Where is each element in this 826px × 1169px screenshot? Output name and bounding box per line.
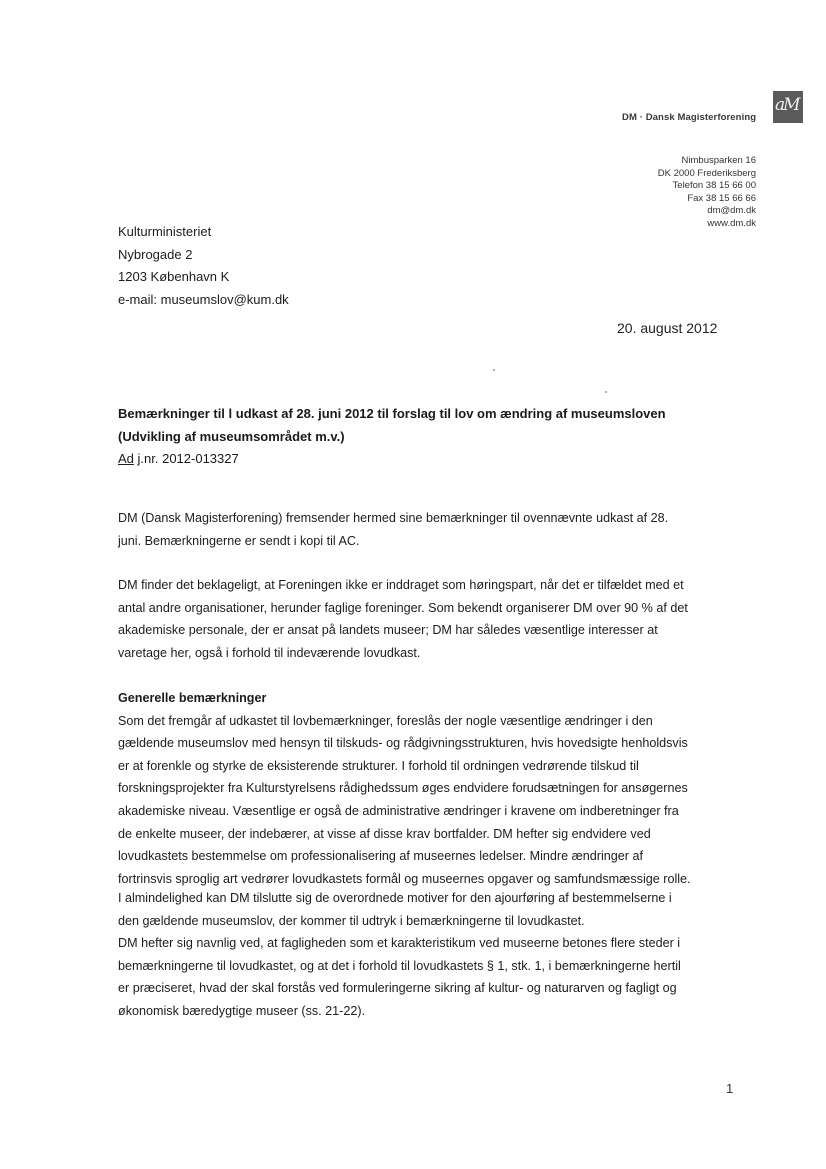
sender-address [658,155,756,230]
letter-date: 20. august 2012 [617,320,718,336]
organization-name: DM · Dansk Magisterforening [622,112,757,123]
text-line: DM (Dansk Magisterforening) fremsender hermed sine bemærkninger til ovennævnte udkast af 28. [118,511,669,525]
text-line: DM finder det beklageligt, at Foreningen ikke er inddraget som høringspart, når det er tilfældet med et [118,578,684,592]
final-paragraph [118,887,738,1023]
recipient-city: 1203 København K [118,269,230,284]
general-remarks-section [118,687,738,890]
scan-speck [493,369,495,371]
text-line: akademiske niveau. Væsentlige er også de administrative ændringer i kravene om indberetninger fra [118,803,679,818]
text-line: I almindelighed kan DM tilslutte sig de overordnede motiver for den ajourføring af bestemmelserne i [118,891,672,905]
text-line: forskningsprojekter fra Kulturstyrelsens rådighedssum øges endvidere forudsætningen for ansøgernes [118,781,688,796]
text-line: antal andre organisationer, herunder faglige foreninger. Som bekendt organiserer DM over 90 % af det [118,600,688,615]
recipient-name: Kulturministeriet [118,224,212,239]
sender-city: DK 2000 Frederiksberg [657,167,756,179]
text-line: DM hefter sig navnlig ved, at fagligheden som et karakteristikum ved museerne betones flere steder i [118,936,681,951]
page-number: 1 [726,1081,734,1096]
sender-phone: Telefon 38 15 66 00 [672,180,756,191]
recipient-address [118,221,289,311]
dm-logo-icon: aM [773,91,803,123]
reference-prefix: Ad [118,451,134,466]
sender-street: Nimbusparken 16 [681,155,756,166]
reference-number [118,448,666,471]
scan-speck [605,391,607,393]
subject-block [118,403,666,471]
reference-value: j.nr. 2012-013327 [133,451,239,466]
text-line: den gældende museumslov, der kommer til udtryk i bemærkningerne til lovudkastet. [118,913,585,928]
recipient-email: e-mail: museumslov@kum.dk [118,291,289,307]
sender-email: dm@dm.dk [707,205,756,216]
text-line: Som det fremgår af udkastet til lovbemærkninger, foreslås der nogle væsentlige ændringer i den [118,713,653,728]
sender-fax: Fax 38 15 66 66 [687,192,756,204]
text-line: de enkelte museer, der indebærer, at visse af disse krav bortfalder. DM hefter sig endvidere ved [118,826,651,841]
text-line: bemærkningerne til lovudkastet, og at det i forhold til lovudkastets § 1, stk. 1, i bemærkningerne hertil [118,958,681,973]
subject-title-line-1: Bemærkninger til l udkast af 28. juni 2012 til forslag til lov om ændring af museumsloven [118,406,666,421]
recipient-street: Nybrogade 2 [118,246,193,262]
text-line: fortrinsvis sproglig art vedrører lovudkastets formål og museernes opgaver og samfundsmæssige rolle. [118,871,691,886]
subject-title-line-2: (Udvikling af museumsområdet m.v.) [118,428,345,444]
section-heading: Generelle bemærkninger [118,691,267,705]
text-line: lovudkastets bestemmelse om professionalisering af museernes ledelser. Mindre ændringer af [118,849,643,864]
text-line: juni. Bemærkningerne er sendt i kopi til AC. [118,533,360,548]
text-line: er præciseret, hvad der skal forstås ved formuleringerne sikring af kultur- og naturarven og fagligt og [118,981,677,996]
text-line: varetage her, også i forhold til indeværende lovudkast. [118,645,421,660]
intro-paragraph [118,507,738,552]
text-line: økonomisk bæredygtige museer (ss. 21-22). [118,1003,366,1018]
text-line: er at forenkle og styrke de eksisterende strukturer. I forhold til ordningen vedrørende tilskud til [118,758,639,773]
second-paragraph [118,574,738,664]
sender-website: www.dm.dk [707,217,756,229]
text-line: gældende museumslov med hensyn til tilskuds- og rådgivningsstrukturen, hvis hovedsigte henholdsvis [118,736,688,751]
text-line: akademiske personale, der er ansat på landets museer; DM har således væsentlige interesser at [118,623,658,638]
